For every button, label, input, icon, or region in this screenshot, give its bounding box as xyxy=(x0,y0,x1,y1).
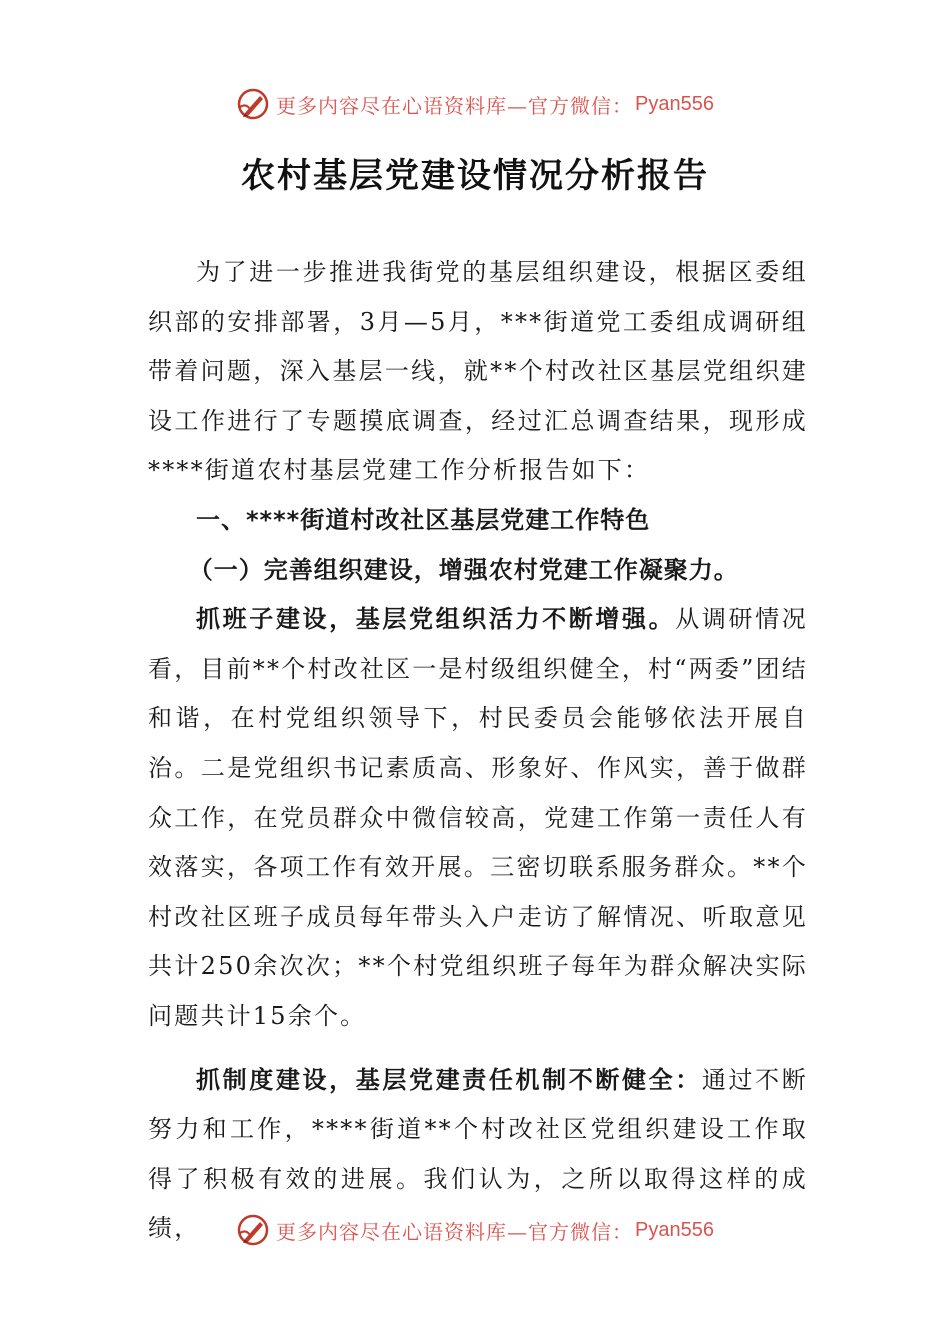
section-heading xyxy=(148,496,808,546)
pen-logo-icon xyxy=(236,87,270,121)
watermark-footer xyxy=(0,1210,950,1250)
watermark-text: 更多内容尽在心语资料库—官方微信： xyxy=(276,1219,634,1244)
paragraph-lead: 抓制度建设，基层党建责任机制不断健全： xyxy=(196,1065,702,1094)
watermark-text: 更多内容尽在心语资料库—官方微信： xyxy=(276,93,634,118)
subsection-heading: （一）完善组织建设，增强农村党建工作凝聚力。 xyxy=(188,555,739,584)
document-body xyxy=(148,248,808,1254)
intro-paragraph: 为了进一步推进我街党的基层组织建设，根据区委组织部的安排部署，3月—5月，***街道党工委组成调研组带着问题，深入基层一线，就**个村改社区基层党组织建设工作进行了专题摸底调查，经过汇总调查结果，现形成****街道农村基层党建工作分析报告如下： xyxy=(148,258,808,485)
paragraph-body: 通过不断努力和工作，****街道**个村改社区党组织建设工作取得了积极有效的进展。我们认为，之所以取得这样的成绩， xyxy=(148,1065,808,1243)
section-heading-text: 一、****街道村改社区基层党建工作特色 xyxy=(196,505,651,534)
watermark-header xyxy=(0,84,950,124)
document-title: 农村基层党建设情况分析报告 xyxy=(241,156,709,196)
paragraph-lead: 抓班子建设，基层党组织活力不断增强。 xyxy=(196,605,676,634)
watermark-wechat-id: Pyan556 xyxy=(635,92,714,115)
paragraph-body: 从调研情况看，目前**个村改社区一是村级组织健全，村“两委”团结和谐，在村党组织领导下，村民委员会能够依法开展自治。二是党组织书记素质高、形象好、作风实，善于做群众工作，在党员群众中微信较高，党建工作第一责任人有效落实，各项工作有效开展。三密切联系服务群众。**个村改社区班子成员每年带头入户走访了解情况、听取意见共计250余次次；**个村党组织班子每年为群众解决实际问题共计15余个。 xyxy=(148,605,809,1030)
watermark-wechat-id: Pyan556 xyxy=(635,1218,714,1241)
paragraph-team-building xyxy=(148,595,808,1041)
pen-logo-icon xyxy=(236,1213,270,1247)
